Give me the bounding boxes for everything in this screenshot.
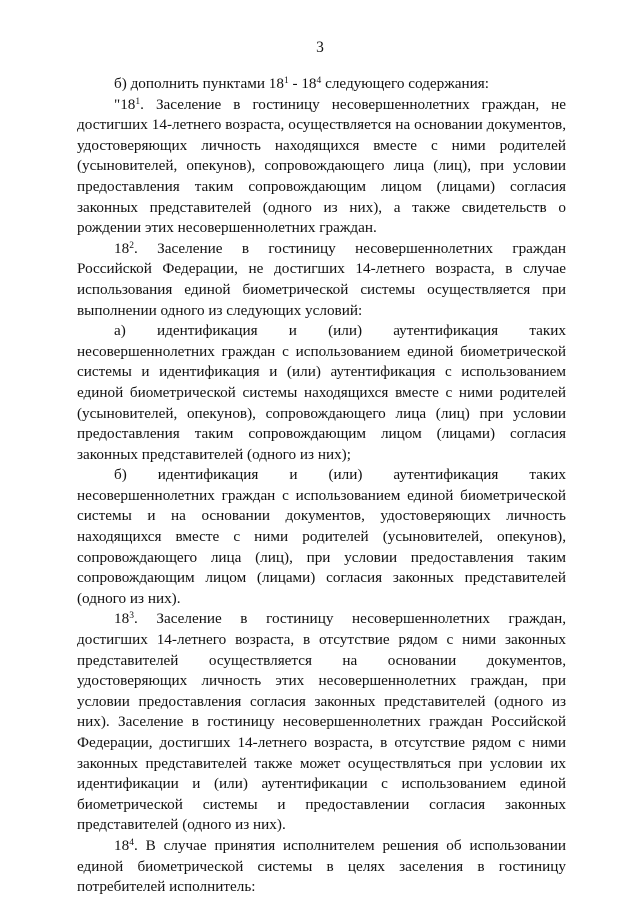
paragraph-18-1	[77, 95, 566, 239]
paragraph-18-2	[77, 239, 566, 321]
text-run: - 18	[288, 75, 317, 92]
text-run: следующего содержания:	[321, 75, 489, 92]
text-run: 18	[114, 239, 130, 257]
text-run: . Заселение в гостиницу несовершеннолетних граждан Российской Федерации, не достигших 14-летнего возраста, в случае использования единой биометрической системы осуществляется при выполнении одного из следующих условий:	[77, 239, 566, 319]
paragraph-18-2-b	[77, 465, 566, 609]
superscript-index: 4	[129, 837, 134, 848]
text-run: . Заселение в гостиницу несовершеннолетних граждан, достигших 14-летнего возраста, в отсутствие рядом с ними законных представителей осуществляется на основании документов, удостоверяющих личность этих несовершеннолетних граждан, при условии предоставления согласия законных представителей (одного из них). Заселение в гостиницу несовершеннолетних граждан Российской Федерации, достигших 14-летнего возраста, в отсутствие рядом с ними законных представителей также может осуществляться при условии их идентификации и (или) аутентификации с использованием единой биометрической системы и предоставлении согласия законных представителей (одного из них).	[77, 610, 566, 834]
superscript-index: 4	[316, 76, 322, 86]
text-run: 18	[114, 836, 130, 854]
text-run: . Заселение в гостиницу несовершеннолетних граждан, не достигших 14-летнего возраста, осуществляется на основании документов, удостоверяющих личность находящихся вместе с ними родителей (усыновителей, опекунов), сопровождающего лица (лиц), при условии предоставления таким сопровождающим лицом (лицами) согласия законных представителей (одного из них), а также свидетельств о рождении этих несовершеннолетних граждан.	[77, 95, 566, 237]
superscript-index: 1	[283, 76, 289, 86]
text-run: "18	[114, 95, 136, 113]
paragraph-intro	[77, 74, 566, 95]
text-run: . В случае принятия исполнителем решения об использовании единой биометрической системы в целях заселения в гостиницу потребителей исполнитель:	[77, 836, 566, 896]
document-body	[77, 74, 566, 898]
superscript-index: 1	[135, 96, 141, 107]
paragraph-18-2-a	[77, 321, 566, 465]
paragraph-18-3	[77, 609, 566, 836]
page-number: 3	[316, 39, 324, 56]
superscript-index: 2	[129, 240, 134, 251]
text-run: 18	[114, 610, 130, 628]
text-run: б) дополнить пунктами 18	[114, 75, 284, 92]
superscript-index: 3	[129, 611, 134, 622]
paragraph-18-4	[77, 836, 566, 898]
text-run: а) идентификация и (или) аутентификация таких несовершеннолетних граждан с использованием единой биометрической системы и идентификация и (или) аутентификация с использованием единой биометрической системы находящихся вместе с ними родителей (усыновителей, опекунов), сопровождающего лица (лиц) при условии предоставления таким сопровождающим лицом (лицами) согласия законных представителей (одного из них);	[77, 322, 566, 463]
text-run: б) идентификация и (или) аутентификация таких несовершеннолетних граждан с использованием единой биометрической системы и на основании документов, удостоверяющих личность находящихся вместе с ними родителей (усыновителей, опекунов), сопровождающего лица (лиц), при условии предоставления таким сопровождающим лицом (лицами) согласия законных представителей (одного из них).	[77, 466, 566, 607]
